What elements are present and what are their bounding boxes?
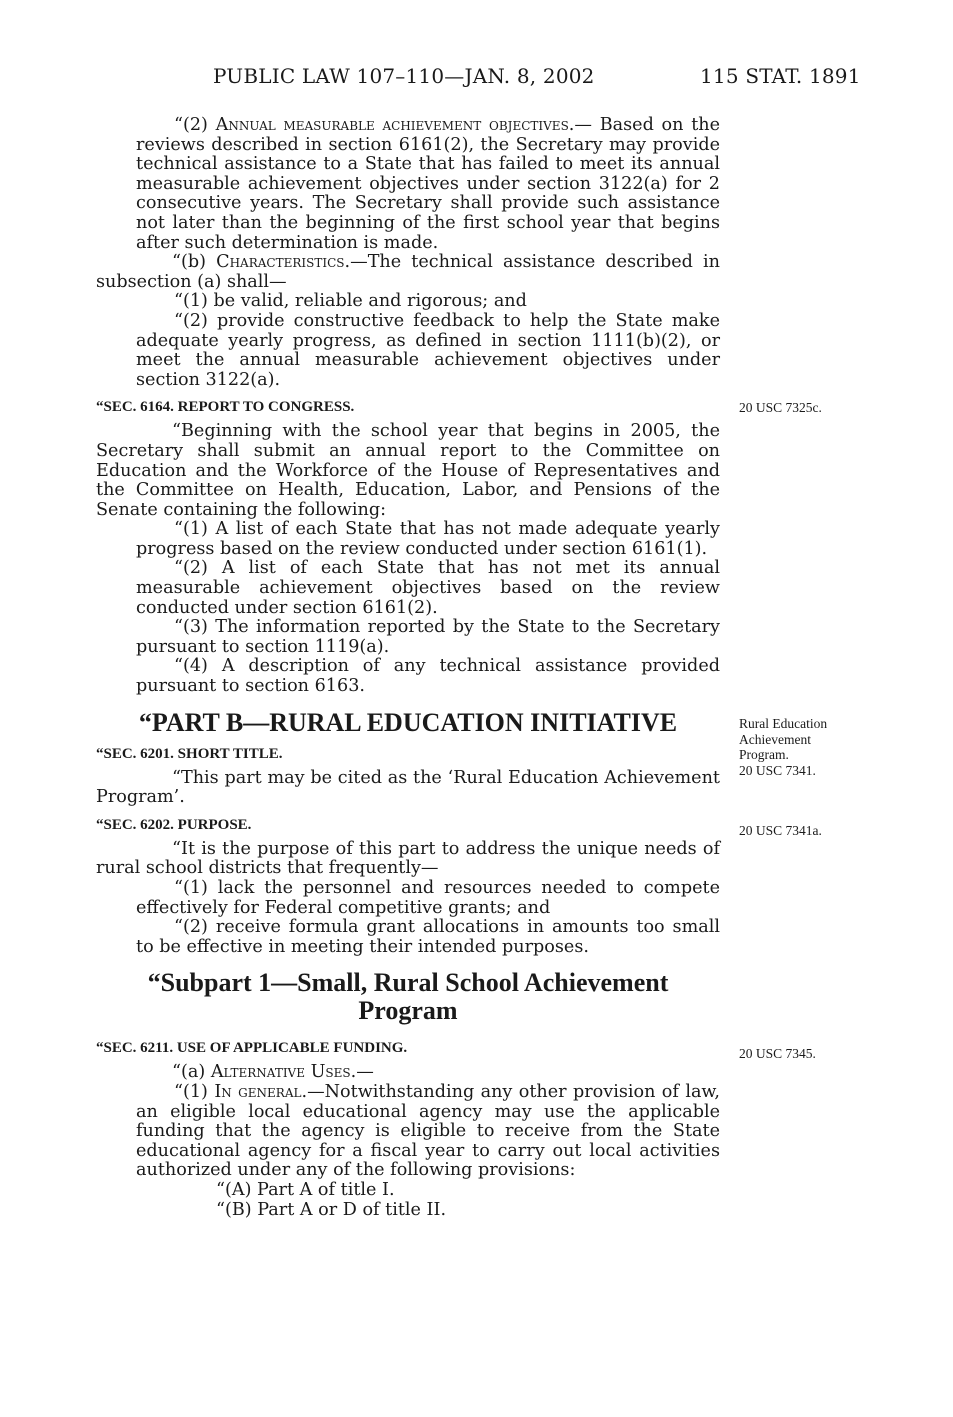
margin-note-line: 20 USC 7341.: [739, 762, 816, 778]
list-item: “(A) Part A of title I.: [216, 1179, 395, 1200]
list-item: “(2) provide constructive feedback to help the State make adequate yearly progress, as defined in section 1111(b)(2), or meet the annual measurable achievement objectives under section 3122(a).: [136, 310, 720, 390]
list-item: “(4) A description of any technical assistance provided pursuant to section 6163.: [136, 656, 720, 697]
section-heading-6211: “SEC. 6211. USE OF APPLICABLE FUNDING.: [96, 1040, 408, 1057]
paragraph-alternative-uses: “(a) Alternative Uses.—: [172, 1062, 374, 1083]
small-caps-heading: In general.: [214, 1081, 308, 1102]
section-heading-6201: “SEC. 6201. SHORT TITLE.: [96, 745, 283, 762]
subpart-title-line: “Subpart 1—Small, Rural School Achievement: [147, 968, 669, 998]
running-header-title: PUBLIC LAW 107–110—JAN. 8, 2002: [213, 64, 595, 88]
section-heading-6202: “SEC. 6202. PURPOSE.: [96, 816, 252, 833]
list-item: “(1) A list of each State that has not made adequate yearly progress based on the review conducted under section 6161(1).: [136, 519, 720, 559]
paragraph-short-title: “This part may be cited as the ‘Rural Education Achievement Program’.: [96, 767, 720, 808]
list-item: “(1) lack the personnel and resources needed to compete effectively for Federal competitive grants; and: [136, 878, 720, 918]
small-caps-heading: Annual measurable achievement objectives.: [215, 115, 575, 135]
margin-note-line: Program.: [739, 747, 789, 762]
subpart-1-title: [96, 969, 720, 1025]
section-heading-6164: “SEC. 6164. REPORT TO CONGRESS.: [96, 399, 355, 416]
paragraph-characteristics: “(b) Characteristics.—The technical assistance described in subsection (a) shall—: [96, 252, 721, 292]
margin-note-citation: 20 USC 7325c.: [739, 400, 822, 415]
running-header-page: 115 STAT. 1891: [700, 64, 861, 88]
paragraph-in-general: “(1) In general.—Notwithstanding any other provision of law, an eligible local educational agency may use the applicable funding that the agency is eligible to receive from the State educational agency for a fiscal year to carry out local activities authorized under any of the following provisions:: [136, 1081, 720, 1181]
paragraph-report: “Beginning with the school year that begins in 2005, the Secretary shall submit an annual report to the Committee on Education and the Workforce of the House of Representatives and the Committee on Health, Education, Labor, and Pensions of the Senate containing the following:: [96, 421, 720, 520]
margin-note-citation: 20 USC 7345.: [739, 1046, 816, 1061]
margin-note-line: Achievement: [739, 731, 811, 747]
list-item: “(B) Part A or D of title II.: [216, 1199, 447, 1220]
margin-note-program: [739, 716, 899, 778]
paragraph-purpose: “It is the purpose of this part to address the unique needs of rural school districts that frequently—: [96, 838, 720, 879]
main-text: [96, 116, 720, 1220]
list-item: “(2) A list of each State that has not met its annual measurable achievement objectives based on the review conducted under section 6161(2).: [136, 558, 720, 618]
part-b-title: “PART B—RURAL EDUCATION INITIATIVE: [138, 707, 678, 737]
small-caps-heading: Alternative Uses.: [210, 1062, 357, 1083]
list-item: “(3) The information reported by the State to the Secretary pursuant to section 1119(a).: [136, 617, 720, 657]
small-caps-heading: Characteristics.: [216, 252, 351, 273]
paragraph-annual-objectives: “(2) Annual measurable achievement objectives.— Based on the reviews described in section 6161(2), the Secretary may provide technical assistance to a State that has failed to meet its annual measurable achievement objectives under section 3122(a) for 2 consecutive years. The Secretary shall provide such assistance not later than the beginning of the first school year that begins after such determination is made.: [136, 115, 721, 253]
list-item: “(1) be valid, reliable and rigorous; and: [174, 291, 527, 312]
margin-note-citation: 20 USC 7341a.: [739, 823, 822, 838]
margin-note-line: Rural Education: [739, 716, 828, 731]
list-item: “(2) receive formula grant allocations in amounts too small to be effective in meeting their intended purposes.: [136, 917, 720, 957]
subpart-title-line: Program: [358, 996, 458, 1026]
